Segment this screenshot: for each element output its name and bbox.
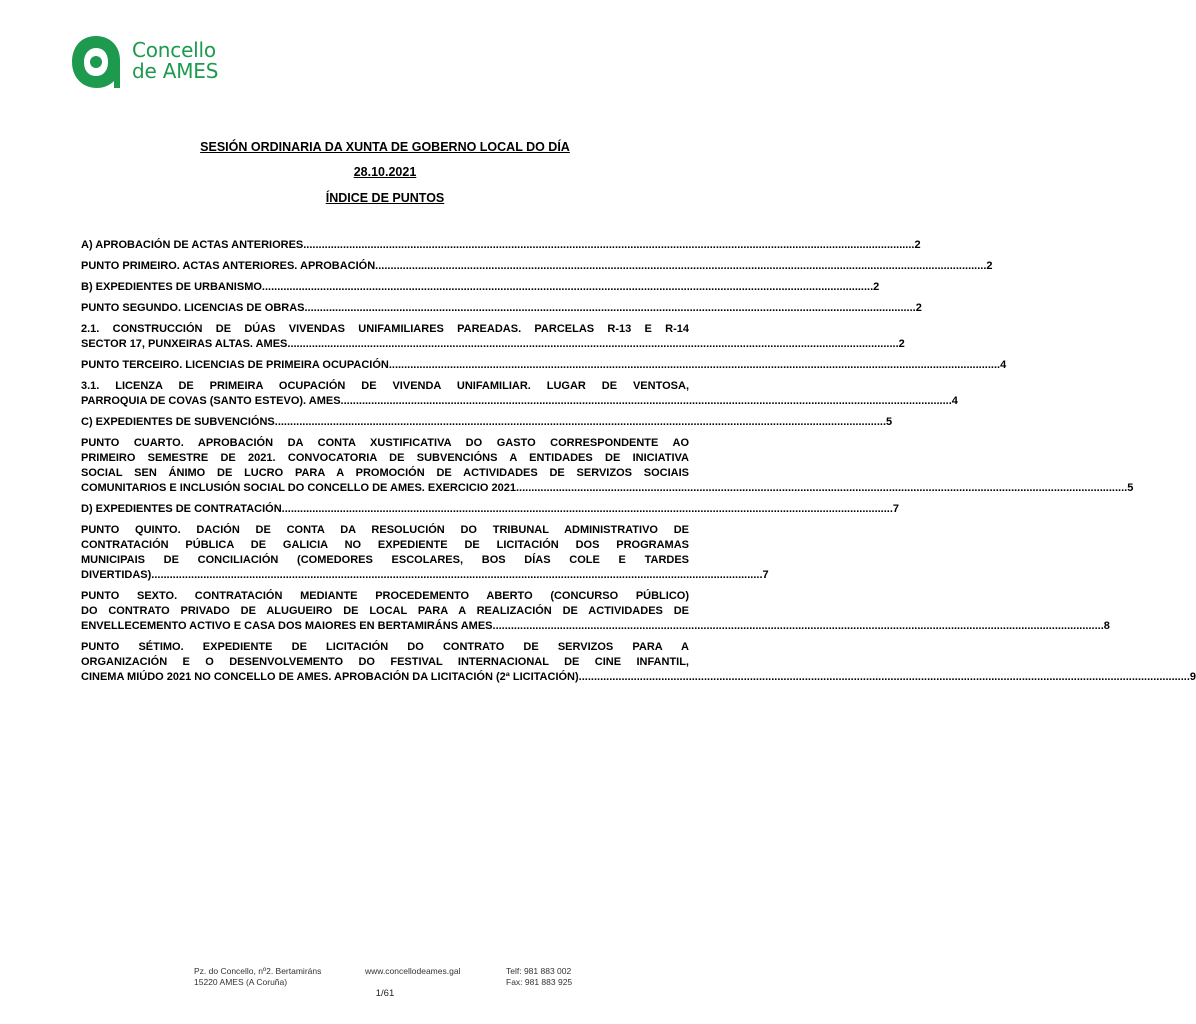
- toc-leader-dots: [389, 358, 1000, 373]
- toc-entry-title: PUNTO PRIMEIRO. ACTAS ANTERIORES. APROBACIÓN: [81, 260, 376, 272]
- toc-entry[interactable]: [81, 589, 1110, 634]
- toc-entry-title: C) EXPEDIENTES DE SUBVENCIÓNS: [81, 416, 275, 428]
- toc-entry[interactable]: [81, 640, 1196, 685]
- toc-entry-line: ORGANIZACIÓN E O DESENVOLVEMENTO DO FESTIVAL INTERNACIONAL DE CINE INFANTIL,: [81, 656, 689, 668]
- toc-entry[interactable]: [81, 280, 880, 295]
- toc-leader-dots: [303, 238, 914, 253]
- toc-page-number: 2: [986, 260, 993, 272]
- toc-page-number: 5: [886, 416, 893, 428]
- toc-leader-dots: [282, 502, 893, 517]
- concello-ames-logo-icon: [70, 34, 122, 90]
- index-title: ÍNDICE DE PUNTOS: [325, 191, 445, 205]
- toc-leader-dots: [493, 619, 1104, 634]
- toc-leader-dots: [275, 415, 886, 430]
- toc-leader-dots: [375, 259, 986, 274]
- toc-entry-line: 3.1. LICENZA DE PRIMEIRA OCUPACIÓN DE VIVENDA UNIFAMILIAR. LUGAR DE VENTOSA,: [81, 380, 689, 392]
- logo-line-2: de AMES: [132, 59, 219, 83]
- toc-entry-title: A) APROBACIÓN DE ACTAS ANTERIORES: [81, 239, 304, 251]
- toc-entry[interactable]: [81, 358, 1007, 373]
- toc-entry-title: SECTOR 17, PUNXEIRAS ALTAS. AMES: [81, 338, 288, 350]
- toc-entry-line: SOCIAL SEN ÁNIMO DE LUCRO PARA A PROMOCIÓN DE ACTIVIDADES DE SERVIZOS SOCIAIS: [81, 467, 689, 479]
- toc-leader-dots: [579, 670, 1190, 685]
- toc-entry[interactable]: [81, 523, 769, 583]
- toc-entry-line: DO CONTRATO PRIVADO DE ALUGUEIRO DE LOCAL PARA A REALIZACIÓN DE ACTIVIDADES DE: [81, 605, 689, 617]
- toc-entry-title: DIVERTIDAS): [81, 569, 152, 581]
- toc-entry-line: CONTRATACIÓN PÚBLICA DE GALICIA NO EXPEDIENTE DE LICITACIÓN DOS PROGRAMAS: [81, 539, 689, 551]
- footer-address: [194, 966, 321, 988]
- logo-line-1: Concello: [132, 38, 216, 62]
- toc-leader-dots: [305, 301, 916, 316]
- toc-page-number: 5: [1127, 482, 1134, 494]
- toc-entry-line: PRIMEIRO SEMESTRE DE 2021. CONVOCATORIA DE SUBVENCIÓNS A ENTIDADES DE INICIATIVA: [81, 452, 689, 464]
- session-date: 28.10.2021: [353, 165, 417, 179]
- toc-leader-dots: [151, 568, 762, 583]
- toc-entry-line: MUNICIPAIS DE CONCILIACIÓN (COMEDORES ESCOLARES, BOS DÍAS COLE E TARDES: [81, 554, 689, 566]
- toc-leader-dots: [516, 481, 1127, 496]
- toc-leader-dots: [287, 337, 898, 352]
- toc-page-number: 2: [898, 338, 905, 350]
- toc-entry-line: PUNTO QUINTO. DACIÓN DE CONTA DA RESOLUCIÓN DO TRIBUNAL ADMINISTRATIVO DE: [81, 524, 689, 536]
- toc-entry-line: 2.1. CONSTRUCCIÓN DE DÚAS VIVENDAS UNIFAMILIARES PAREADAS. PARCELAS R-13 E R-14: [81, 323, 689, 335]
- toc-page-number: 9: [1189, 671, 1196, 683]
- toc-entry[interactable]: [81, 238, 921, 253]
- footer-website[interactable]: [365, 966, 460, 977]
- footer-address-line-1: Pz. do Concello, nº2. Bertamiráns: [194, 966, 322, 976]
- logo-wordmark: [132, 40, 292, 82]
- toc-entry-title: D) EXPEDIENTES DE CONTRATACIÓN: [81, 503, 282, 515]
- footer-phone: Telf: 981 883 002: [506, 966, 572, 976]
- toc-entry[interactable]: [81, 415, 893, 430]
- toc-entry-title: PUNTO SEGUNDO. LICENCIAS DE OBRAS: [81, 302, 305, 314]
- page-number: 1/61: [375, 988, 395, 999]
- toc-page-number: 8: [1103, 620, 1110, 632]
- toc-entry-title: ENVELLECEMENTO ACTIVO E CASA DOS MAIORES EN BERTAMIRÁNS AMES: [81, 620, 493, 632]
- toc-entry-title: B) EXPEDIENTES DE URBANISMO: [81, 281, 262, 293]
- toc-page-number: 2: [915, 302, 922, 314]
- website-link[interactable]: www.concellodeames.gal: [365, 966, 461, 976]
- toc-page-number: 2: [914, 239, 921, 251]
- toc-entry-line: PUNTO SÉTIMO. EXPEDIENTE DE LICITACIÓN DO CONTRATO DE SERVIZOS PARA A: [81, 641, 689, 653]
- toc-leader-dots: [341, 394, 952, 409]
- toc-entry[interactable]: [81, 436, 1134, 496]
- toc-entry-title: PUNTO TERCEIRO. LICENCIAS DE PRIMEIRA OCUPACIÓN: [81, 359, 389, 371]
- toc-entry-title: COMUNITARIOS E INCLUSIÓN SOCIAL DO CONCELLO DE AMES. EXERCICIO 2021: [81, 482, 516, 494]
- toc-entry-line: PUNTO SEXTO. CONTRATACIÓN MEDIANTE PROCEDEMENTO ABERTO (CONCURSO PÚBLICO): [81, 590, 689, 602]
- toc-entry[interactable]: [81, 379, 958, 409]
- table-of-contents: [81, 238, 1196, 691]
- session-title: SESIÓN ORDINARIA DA XUNTA DE GOBERNO LOCAL DO DÍA: [200, 140, 570, 154]
- toc-entry[interactable]: [81, 301, 922, 316]
- footer-contact: [506, 966, 572, 988]
- toc-page-number: 7: [892, 503, 900, 515]
- toc-entry[interactable]: [81, 322, 905, 352]
- toc-page-number: 7: [762, 569, 769, 581]
- footer-fax: Fax: 981 883 925: [506, 977, 573, 987]
- toc-entry-title: CINEMA MIÚDO 2021 NO CONCELLO DE AMES. APROBACIÓN DA LICITACIÓN (2ª LICITACIÓN): [81, 671, 579, 683]
- footer-address-line-2: 15220 AMES (A Coruña): [194, 977, 288, 987]
- toc-entry[interactable]: [81, 502, 900, 517]
- toc-entry-line: PUNTO CUARTO. APROBACIÓN DA CONTA XUSTIFICATIVA DO GASTO CORRESPONDENTE AO: [81, 437, 689, 449]
- toc-page-number: 4: [951, 395, 958, 407]
- toc-entry-title: PARROQUIA DE COVAS (SANTO ESTEVO). AMES: [81, 395, 341, 407]
- toc-page-number: 2: [873, 281, 880, 293]
- toc-entry[interactable]: [81, 259, 993, 274]
- toc-page-number: 4: [1000, 359, 1007, 371]
- toc-leader-dots: [262, 280, 873, 295]
